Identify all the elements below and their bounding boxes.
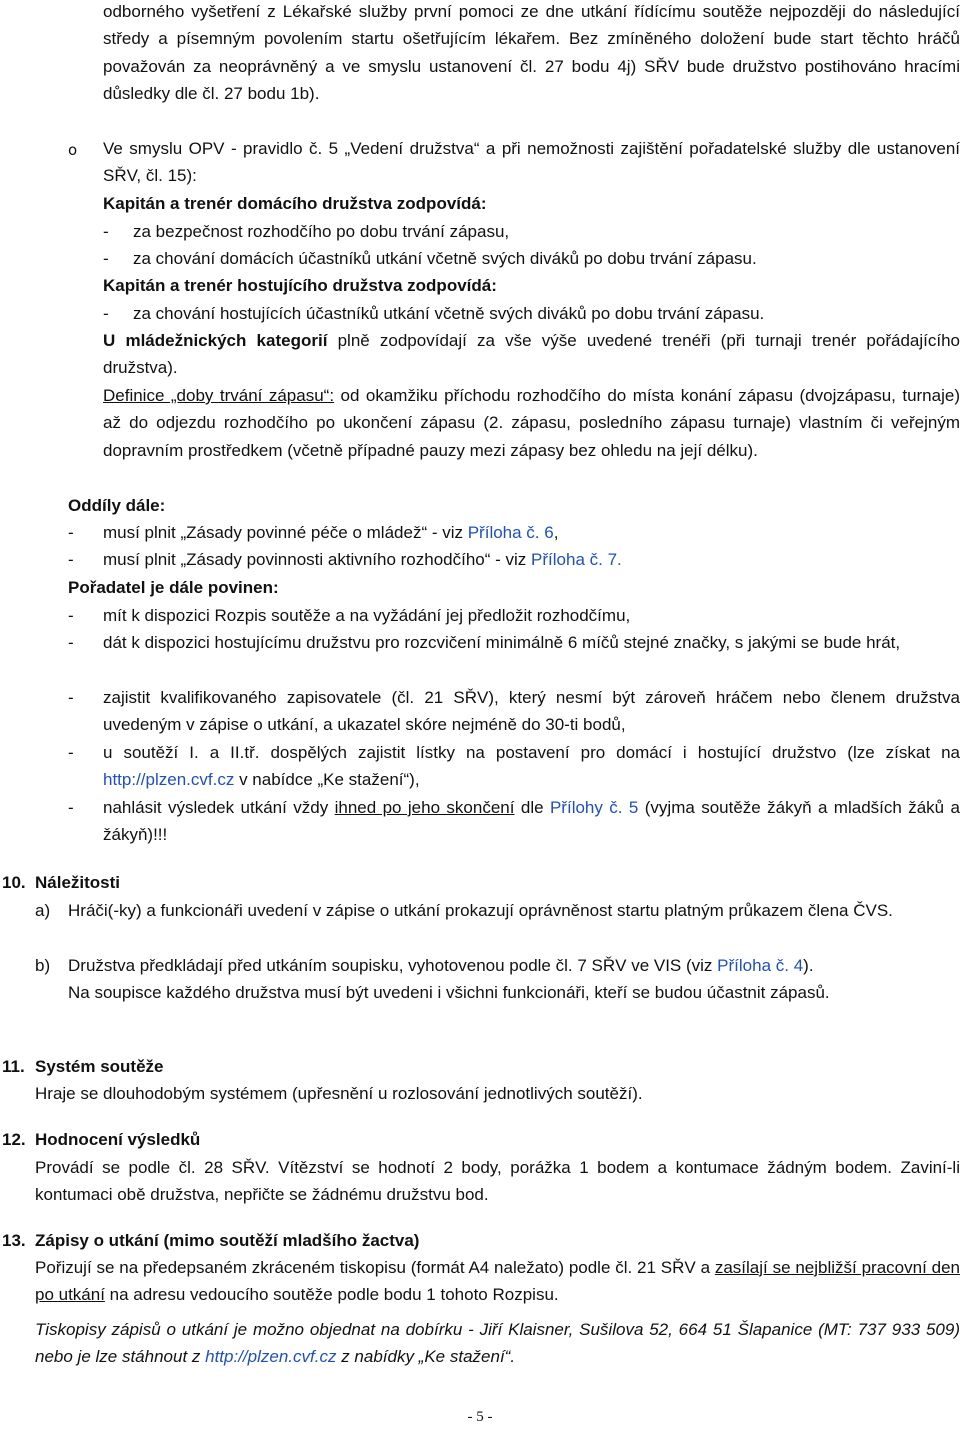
list-dash: - xyxy=(68,743,74,762)
definition-paragraph xyxy=(103,382,960,464)
page-number: - 5 - xyxy=(467,1409,493,1425)
oddily-item-2-text: musí plnit „Zásady povinnosti aktivního rozhodčího“ - viz xyxy=(103,550,532,569)
list-label-a: a) xyxy=(35,901,51,920)
list-dash: - xyxy=(68,523,74,542)
list-dash: - xyxy=(103,249,109,268)
attachment-7-link[interactable]: Příloha č. 7. xyxy=(531,550,622,569)
list-dash: - xyxy=(68,550,74,569)
section-13-note xyxy=(35,1316,960,1371)
section-10-b-cont: Na soupisce každého družstva musí být uvedeni i všichni funkcionáři, kteří se budou účastnit zápasů. xyxy=(68,983,830,1002)
definition-text: od okamžiku příchodu rozhodčího do místa konání zápasu (dvojzápasu, turnaje) až do odjezdu rozhodčího po ukončení zápasu (2. zápasu, posledního zápasu turnaje) vlastním či veřejným dopravním prostředkem (včetně případné pauzy mezi zápasy bez ohledu na její délku). xyxy=(103,386,960,460)
section-13-text xyxy=(35,1254,960,1309)
plzen-cvf-link[interactable]: http://plzen.cvf.cz xyxy=(103,770,235,790)
oddily-heading: Oddíly dále: xyxy=(68,496,166,515)
poradatel-item-1: mít k dispozici Rozpis soutěže a na vyžádání jej předložit rozhodčímu, xyxy=(103,606,631,625)
section-number: 12. xyxy=(2,1130,26,1149)
attachment-6-link[interactable]: Příloha č. 6 xyxy=(467,523,554,542)
opv-paragraph: Ve smyslu OPV - pravidlo č. 5 „Vedení družstva“ a při nemožnosti zajištění pořadatelské služby dle ustanovení SŘV, čl. 15): xyxy=(103,139,960,186)
section-number: 10. xyxy=(2,873,26,892)
attachment-5-link[interactable]: Přílohy č. 5 xyxy=(549,798,639,817)
section-10-b-text: Družstva předkládají před utkáním soupisku, vyhotovenou podle čl. 7 SŘV ve VIS (viz xyxy=(68,956,718,975)
section-11-text: Hraje se dlouhodobým systémem (upřesnění u rozlosování jednotlivých soutěží). xyxy=(35,1084,643,1103)
section-number: 13. xyxy=(2,1231,26,1250)
list-dash: - xyxy=(68,633,74,652)
poradatel-item-3: zajistit kvalifikovaného zapisovatele (čl. 21 SŘV), který nesmí být zároveň hráčem nebo členem družstva uvedeným v zápise o utkání, a ukazatel skóre nejméně do 30-ti bodů, xyxy=(103,688,960,735)
poradatel-item-5-mid: dle xyxy=(514,798,550,817)
section-10-a: Hráči(-ky) a funkcionáři uvedení v zápise o utkání prokazují oprávněnost startu platným průkazem člena ČVS. xyxy=(68,901,893,920)
section-12-text: Provádí se podle čl. 28 SŘV. Vítězství se hodnotí 2 body, porážka 1 bodem a kontumace žádným bodem. Zaviní-li kontumaci obě družstva, nepřičte se žádnému družstvu bod. xyxy=(35,1158,960,1205)
section-13-note-text: Tiskopisy zápisů o utkání je možno objednat na dobírku - Jiří Klaisner, Sušilova 52, 664 51 Šlapanice (MT: 737 933 509) nebo je lze stáhnout z xyxy=(35,1320,960,1367)
list-dash: - xyxy=(103,222,109,241)
send-next-day-underlined: zasílají se nejbližší pracovní den po utkání xyxy=(35,1258,960,1305)
guest-item-1: za chování hostujících účastníků utkání včetně svých diváků po dobu trvání zápasu. xyxy=(133,304,765,323)
section-10-b-end: ). xyxy=(803,956,814,975)
oddily-item-2 xyxy=(103,546,960,573)
youth-bold: U mládežnických kategorií xyxy=(103,331,328,350)
home-team-heading: Kapitán a trenér domácího družstva zodpovídá: xyxy=(103,194,487,213)
list-label-b: b) xyxy=(35,956,51,975)
bullet-marker: o xyxy=(68,141,78,159)
guest-team-heading: Kapitán a trenér hostujícího družstva zodpovídá: xyxy=(103,276,497,295)
list-dash: - xyxy=(68,798,74,817)
poradatel-item-5-end: (vyjma soutěže žákyň a mladších žáků a žákyň)!!! xyxy=(103,798,960,845)
list-dash: - xyxy=(68,606,74,625)
section-11-title: Systém soutěže xyxy=(35,1057,164,1076)
home-item-1: za bezpečnost rozhodčího po dobu trvání zápasu, xyxy=(133,222,510,241)
section-10-title: Náležitosti xyxy=(35,873,121,892)
oddily-item-1-end: , xyxy=(553,523,559,542)
section-13-note-end: z nabídky „Ke stažení“. xyxy=(336,1347,516,1367)
definition-label: Definice „doby trvání zápasu“: xyxy=(103,386,335,405)
section-13-text-a: Pořizují se na předepsaném zkráceném tiskopisu (formát A4 naležato) podle čl. 21 SŘV a xyxy=(35,1258,715,1277)
poradatel-item-4 xyxy=(103,739,960,794)
home-item-2: za chování domácích účastníků utkání včetně svých diváků po dobu trvání zápasu. xyxy=(133,249,757,268)
poradatel-item-5 xyxy=(103,794,960,849)
section-13-title: Zápisy o utkání (mimo soutěží mladšího žactva) xyxy=(35,1231,420,1250)
list-dash: - xyxy=(103,304,109,323)
youth-text: plně zodpovídají za vše výše uvedené trenéři (při turnaji trenér pořádajícího družstva). xyxy=(103,331,960,378)
list-dash: - xyxy=(68,688,74,707)
poradatel-item-2: dát k dispozici hostujícímu družstvu pro rozcvičení minimálně 6 míčů stejné značky, s jakými se bude hrát, xyxy=(103,633,901,652)
section-number: 11. xyxy=(2,1057,25,1076)
oddily-item-1-text: musí plnit „Zásady povinné péče o mládež“ - viz xyxy=(103,523,468,542)
poradatel-heading: Pořadatel je dále povinen: xyxy=(68,578,279,597)
attachment-4-link[interactable]: Příloha č. 4 xyxy=(717,956,804,975)
poradatel-item-5-text: nahlásit výsledek utkání vždy xyxy=(103,798,335,817)
oddily-item-1 xyxy=(103,519,960,546)
section-10-b xyxy=(68,952,960,979)
plzen-cvf-link-2[interactable]: http://plzen.cvf.cz xyxy=(205,1347,337,1367)
continuation-paragraph: odborného vyšetření z Lékařské služby první pomoci ze dne utkání řídícímu soutěže nejpozději do následující středy a písemným povolením startu ošetřujícím lékařem. Bez zmíněného doložení bude start těchto hráčů považován za neoprávněný a ve smyslu ustanovení čl. 27 bodu 4j) SŘV bude družstvo postihováno hracími důsledky dle čl. 27 bodu 1b). xyxy=(103,2,960,104)
section-12-title: Hodnocení výsledků xyxy=(35,1130,201,1149)
youth-paragraph xyxy=(103,327,960,382)
poradatel-item-4-text: u soutěží I. a II.tř. dospělých zajistit lístky na postavení pro domácí i hostující družstvo (lze získat na xyxy=(103,743,960,762)
section-13-text-b: na adresu vedoucího soutěže podle bodu 1 tohoto Rozpisu. xyxy=(104,1285,559,1305)
poradatel-item-4-end: v nabídce „Ke stažení“), xyxy=(234,770,420,790)
immediately-underlined: ihned po jeho skončení xyxy=(334,798,515,817)
